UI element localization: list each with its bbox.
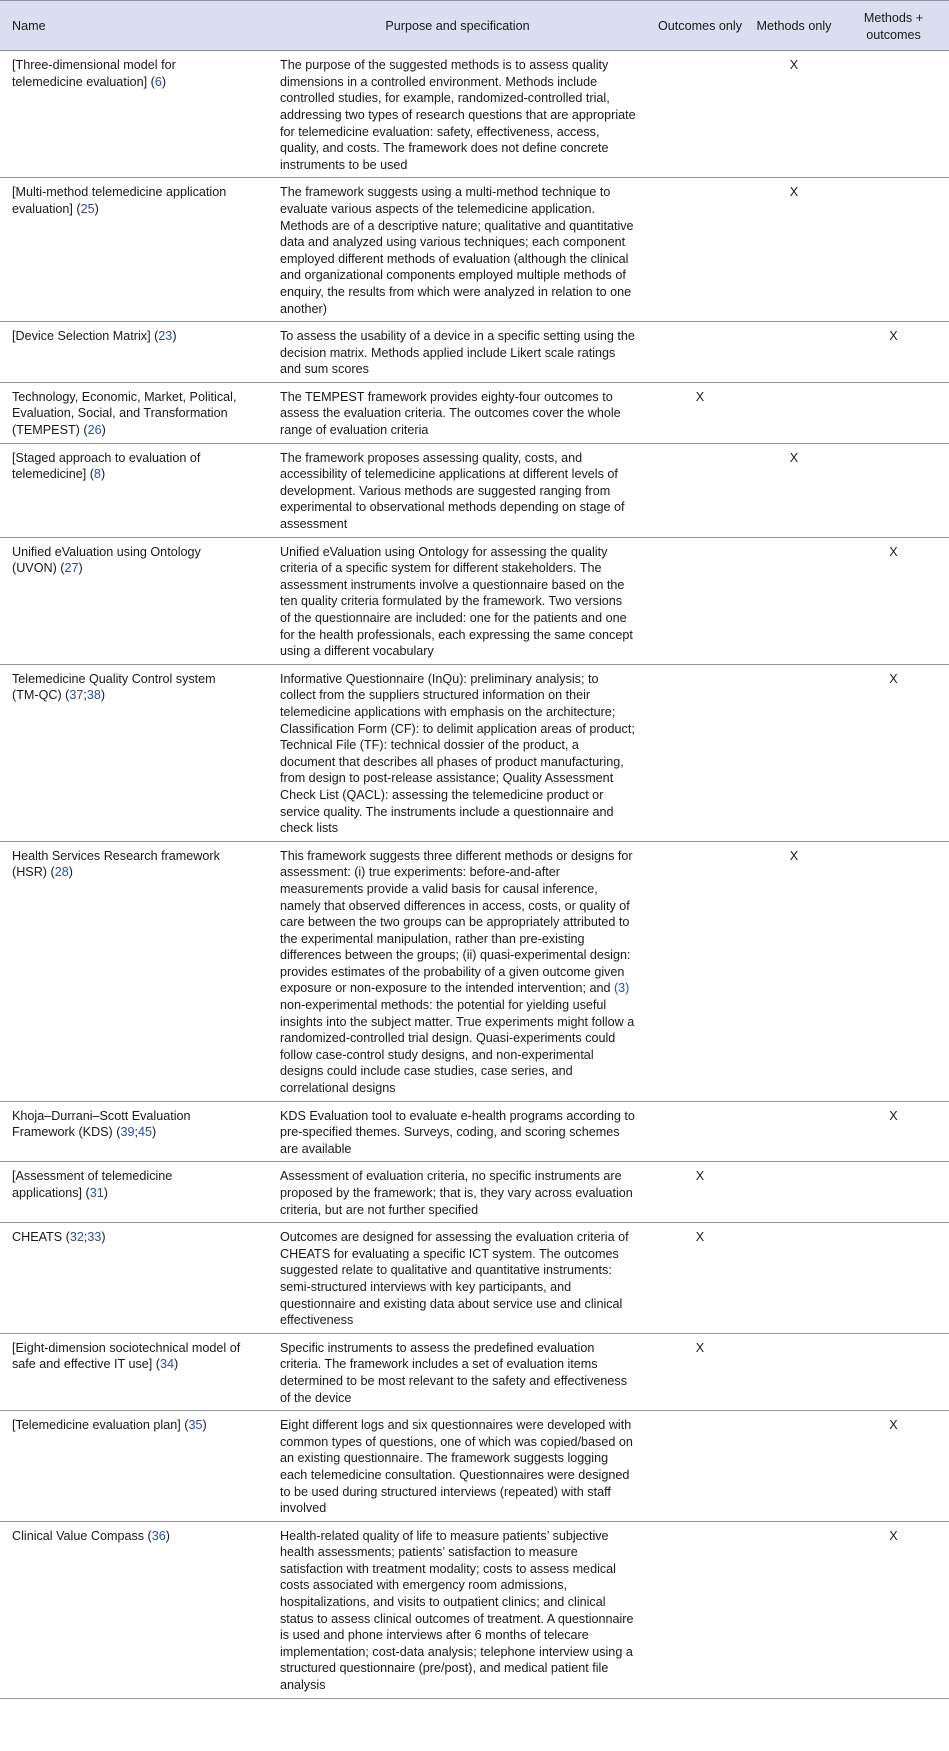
framework-name-cell: Technology, Economic, Market, Political, Evaluation, Social, and Transformation (TEMPEST) (26) (0, 382, 265, 443)
methods-outcomes-mark (838, 51, 949, 178)
framework-name-cell: Telemedicine Quality Control system (TM-QC) (37;38) (0, 664, 265, 841)
reference-link[interactable]: 34 (159, 1357, 174, 1372)
table-row (0, 1162, 949, 1223)
purpose-text: The framework suggests using a multi-method technique to evaluate various aspects of the telemedicine application. Methods are of a descriptive nature; qualitative and quantitative data and analyzed using various techniques; each component employed different methods of evaluation (although the clinical and organizational components employed multiple methods of enquiry, the results from which were analyzed in relation to one another) (280, 185, 634, 316)
purpose-text: This framework suggests three different methods or designs for assessment: (i) true experiments: before-and-after measurements provide a valid basis for causal inference, namely that observed differences in access, costs, or quality of care between the two groups can be appropriately attributed to the experimental manipulation, rather than pre-existing differences between the groups; (ii) quasi-experimental design: provides estimates of the probability of a given outcome given exposure or non-exposure to the intended intervention; and (280, 848, 633, 996)
header-methods-only: Methods only (750, 1, 838, 51)
table-row (0, 51, 949, 178)
outcomes-only-mark (650, 664, 750, 841)
outcomes-only-mark (650, 841, 750, 1101)
table-row (0, 443, 949, 537)
purpose-text: Specific instruments to assess the predefined evaluation criteria. The framework includes a set of evaluation items determined to be most relevant to the safety and effectiveness of the device (280, 1340, 627, 1405)
outcomes-only-mark (650, 178, 750, 322)
purpose-text: Health-related quality of life to measure patients’ subjective health assessments; patients’ satisfaction to measure satisfaction with treatment modality; costs to assess medical costs associated with emergency room admissions, hospitalizations, and visits to outpatient clinics; and clinical status to assess clinical outcomes of treatment. A questionnaire is used and phone interviews after 6 months of telecare implementation; cost-data analysis; telephone interview using a structured questionnaire (pre/post), and medical patient file analysis (280, 1528, 634, 1693)
purpose-text: non-experimental methods: the potential for yielding useful insights into the subject matter. True experiments might follow a randomized-controlled trial design. Quasi-experiments could follow case-control study designs, and non-experimental designs could include case studies, case series, and correlational designs (280, 998, 635, 1096)
table-header (0, 1, 949, 51)
methods-only-mark (750, 382, 838, 443)
framework-name: [Three-dimensional model for telemedicine evaluation] (12, 58, 176, 89)
table-row (0, 382, 949, 443)
framework-name: [Telemedicine evaluation plan] (12, 1418, 181, 1433)
methods-outcomes-mark: X (838, 1101, 949, 1162)
purpose-text: The purpose of the suggested methods is to assess quality dimensions in a controlled environment. Methods include controlled studies, for example, randomized-controlled trial, addressing two types of research questions that are appropriate for telemedicine evaluation: safety, effectiveness, access, quality, and costs. The framework does not define concrete instruments to be used (280, 58, 636, 172)
framework-name: Clinical Value Compass (12, 1528, 145, 1543)
methods-outcomes-mark (838, 1223, 949, 1334)
methods-only-mark: X (750, 841, 838, 1101)
purpose-cell (265, 1333, 650, 1410)
table-row (0, 1411, 949, 1522)
header-outcomes-only: Outcomes only (650, 1, 750, 51)
methods-outcomes-mark (838, 178, 949, 322)
purpose-cell (265, 382, 650, 443)
methods-outcomes-mark: X (838, 537, 949, 664)
table-row (0, 841, 949, 1101)
table-row (0, 1101, 949, 1162)
framework-name-cell: [Device Selection Matrix] (23) (0, 322, 265, 383)
framework-name: Khoja–Durrani–Scott Evaluation Framework (KDS) (12, 1108, 191, 1140)
methods-outcomes-mark (838, 382, 949, 443)
methods-only-mark (750, 1101, 838, 1162)
table-row (0, 1521, 949, 1698)
table-body (0, 51, 949, 1698)
framework-name-cell: [Three-dimensional model for telemedicine evaluation] (6) (0, 51, 265, 178)
outcomes-only-mark (650, 1521, 750, 1698)
purpose-text: Eight different logs and six questionnaires were developed with common types of questions, one of which was copied/based on an existing questionnaire. The framework suggests logging each telemedicine consultation. Questionnaires were designed to be used during structured interviews (repeated) with staff involved (280, 1418, 633, 1516)
framework-name: [Staged approach to evaluation of telemedicine] (12, 450, 201, 482)
reference-link[interactable]: 39 (120, 1125, 135, 1140)
methods-only-mark (750, 322, 838, 383)
outcomes-only-mark: X (650, 1333, 750, 1410)
framework-name-cell: CHEATS (32;33) (0, 1223, 265, 1334)
outcomes-only-mark: X (650, 1162, 750, 1223)
purpose-text: Assessment of evaluation criteria, no specific instruments are proposed by the framework; that is, they vary across evaluation criteria, but are not further specified (280, 1169, 633, 1217)
reference-link[interactable]: 36 (151, 1528, 166, 1543)
methods-outcomes-mark (838, 841, 949, 1101)
purpose-text: To assess the usability of a device in a specific setting using the decision matrix. Methods applied include Likert scale ratings and sum scores (280, 329, 635, 377)
methods-outcomes-mark: X (838, 1521, 949, 1698)
framework-name: Telemedicine Quality Control system (TM-QC) (12, 671, 216, 703)
reference-link[interactable]: 31 (89, 1186, 104, 1200)
purpose-text: Informative Questionnaire (InQu): preliminary analysis; to collect from the suppliers structured information on their telemedicine applications with emphasis on the architecture; Classification Form (CF): to delimit application areas of product; Technical File (TF): technical dossier of the product, a document that describes all phases of product manufacturing, from design to post-release assistance; Quality Assessment Check List (QACL): assessing the telemedicine product or service quality. The instruments include a questionnaire and check lists (280, 671, 635, 836)
purpose-cell (265, 1101, 650, 1162)
outcomes-only-mark: X (650, 382, 750, 443)
framework-name: [Multi-method telemedicine application evaluation] (12, 185, 227, 216)
table-row (0, 1333, 949, 1410)
table-row (0, 178, 949, 322)
purpose-cell (265, 51, 650, 178)
reference-link[interactable]: 8 (93, 467, 101, 482)
methods-outcomes-mark (838, 443, 949, 537)
framework-name-cell: Khoja–Durrani–Scott Evaluation Framework (KDS) (39;45) (0, 1101, 265, 1162)
methods-only-mark: X (750, 443, 838, 537)
purpose-text: The TEMPEST framework provides eighty-four outcomes to assess the evaluation criteria. The outcomes cover the whole range of evaluation criteria (280, 389, 621, 438)
methods-only-mark: X (750, 51, 838, 178)
framework-name: Unified eValuation using Ontology (UVON) (12, 544, 201, 576)
purpose-cell (265, 537, 650, 664)
outcomes-only-mark (650, 1101, 750, 1162)
purpose-cell (265, 178, 650, 322)
header-name: Name (0, 1, 265, 51)
methods-only-mark (750, 1521, 838, 1698)
reference-link[interactable]: 27 (64, 561, 79, 576)
framework-name: [Assessment of telemedicine applications] (12, 1169, 173, 1200)
framework-name-cell: Unified eValuation using Ontology (UVON) (27) (0, 537, 265, 664)
reference-link[interactable]: 25 (80, 201, 95, 216)
methods-only-mark: X (750, 178, 838, 322)
methods-outcomes-mark (838, 1162, 949, 1223)
framework-name: [Device Selection Matrix] (12, 329, 151, 344)
reference-link[interactable]: 38 (86, 688, 101, 703)
reference-link[interactable]: 26 (87, 423, 102, 438)
purpose-cell (265, 1521, 650, 1698)
reference-link[interactable]: 37 (69, 688, 84, 703)
purpose-cell (265, 664, 650, 841)
reference-link[interactable]: 23 (158, 329, 173, 344)
framework-name-cell: [Telemedicine evaluation plan] (35) (0, 1411, 265, 1522)
framework-name-cell: Clinical Value Compass (36) (0, 1521, 265, 1698)
outcomes-only-mark (650, 1411, 750, 1522)
methods-outcomes-mark (838, 1333, 949, 1410)
reference-link[interactable]: 28 (54, 865, 69, 880)
reference-link[interactable]: 33 (87, 1230, 102, 1245)
purpose-text: The framework proposes assessing quality, costs, and accessibility of telemedicine applications at different levels of development. Various methods are suggested ranging from experimental to observational methods depending on stage of assessment (280, 450, 625, 532)
framework-name: Health Services Research framework (HSR) (12, 848, 220, 880)
purpose-cell (265, 1223, 650, 1334)
reference-link[interactable]: 45 (137, 1125, 152, 1140)
reference-link[interactable]: 6 (154, 74, 162, 89)
methods-only-mark (750, 1411, 838, 1522)
framework-name-cell: [Multi-method telemedicine application evaluation] (25) (0, 178, 265, 322)
table-row (0, 322, 949, 383)
reference-link[interactable]: (3) (613, 981, 630, 996)
header-row (0, 1, 949, 51)
framework-name: CHEATS (12, 1230, 63, 1245)
reference-link[interactable]: 35 (188, 1418, 203, 1433)
purpose-cell (265, 1411, 650, 1522)
methods-outcomes-mark: X (838, 1411, 949, 1522)
outcomes-only-mark (650, 537, 750, 664)
purpose-text: KDS Evaluation tool to evaluate e-health programs according to pre-specified themes. Surveys, coding, and scoring schemes are available (280, 1108, 635, 1156)
reference-link[interactable]: 32 (69, 1230, 84, 1245)
framework-name-cell: Health Services Research framework (HSR) (28) (0, 841, 265, 1101)
methods-outcomes-mark: X (838, 322, 949, 383)
purpose-text: Outcomes are designed for assessing the evaluation criteria of CHEATS for evaluating a specific ICT system. The outcomes suggested relate to qualitative and quantitative instruments: semi-structured interviews with key participants, and questionnaire and existing data about service use and clinical effectiveness (280, 1230, 629, 1328)
framework-name-cell: [Eight-dimension sociotechnical model of safe and effective IT use] (34) (0, 1333, 265, 1410)
purpose-cell (265, 1162, 650, 1223)
outcomes-only-mark (650, 322, 750, 383)
purpose-cell (265, 322, 650, 383)
framework-name-cell: [Assessment of telemedicine applications] (31) (0, 1162, 265, 1223)
table-row (0, 537, 949, 664)
methods-only-mark (750, 1333, 838, 1410)
framework-name: [Eight-dimension sociotechnical model of safe and effective IT use] (12, 1340, 241, 1372)
table-row (0, 1223, 949, 1334)
purpose-cell (265, 443, 650, 537)
purpose-cell (265, 841, 650, 1101)
outcomes-only-mark (650, 51, 750, 178)
methods-only-mark (750, 664, 838, 841)
outcomes-only-mark: X (650, 1223, 750, 1334)
framework-name: Technology, Economic, Market, Political, Evaluation, Social, and Transformation (TEMPEST) (12, 389, 237, 438)
outcomes-only-mark (650, 443, 750, 537)
methods-outcomes-mark: X (838, 664, 949, 841)
framework-name-cell: [Staged approach to evaluation of telemedicine] (8) (0, 443, 265, 537)
methods-only-mark (750, 1162, 838, 1223)
methods-only-mark (750, 537, 838, 664)
header-methods-outcomes: Methods + outcomes (838, 1, 949, 51)
methods-only-mark (750, 1223, 838, 1334)
header-purpose: Purpose and specification (265, 1, 650, 51)
table-row (0, 664, 949, 841)
purpose-text: Unified eValuation using Ontology for assessing the quality criteria of a specific system for different stakeholders. The assessment instruments involve a questionnaire based on the ten quality criteria formulated by the framework. Two versions of the questionnaire are included: one for the patients and one for the health professionals, each expressing the same concept using a different vocabulary (280, 544, 633, 659)
